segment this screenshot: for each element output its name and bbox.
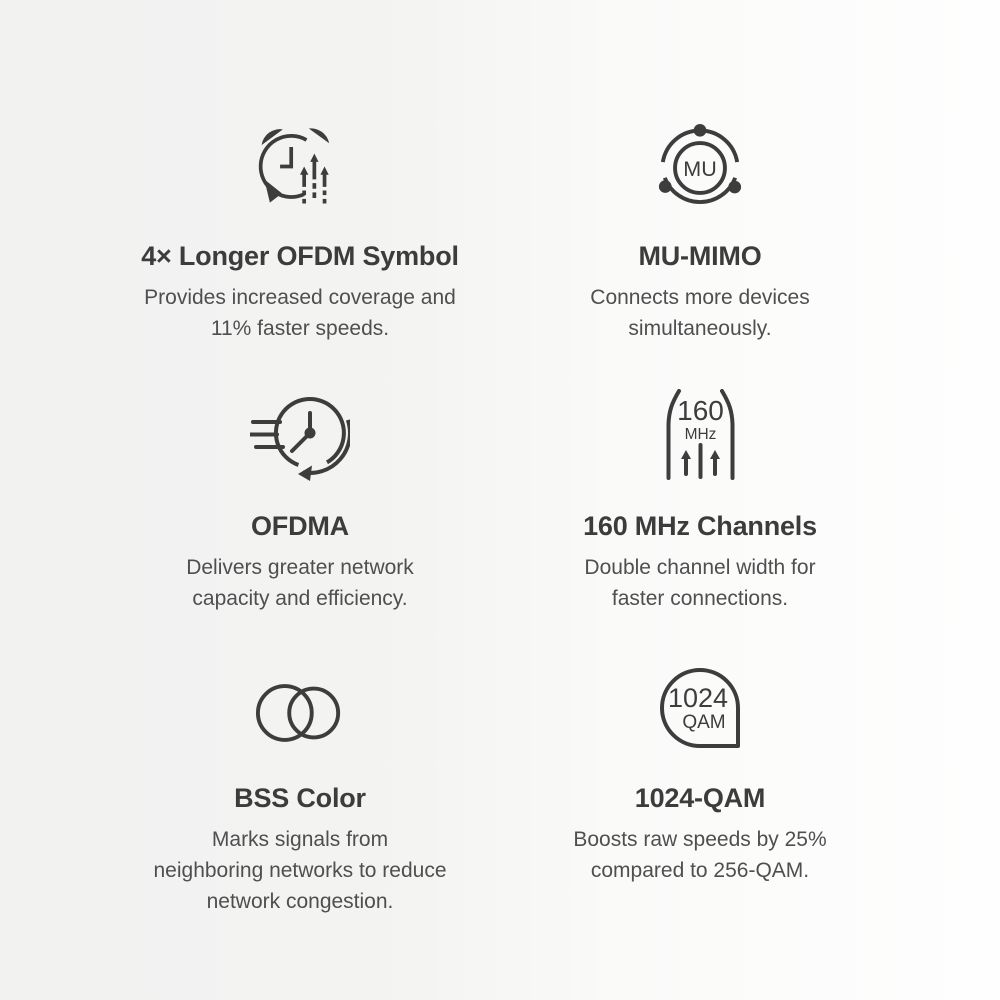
feature-card-ofdma <box>100 390 500 662</box>
feature-title: BSS Color <box>234 783 366 813</box>
qam-icon-value: 1024 <box>667 683 729 713</box>
feature-title: MU-MIMO <box>638 241 762 271</box>
feature-title: 1024-QAM <box>634 783 766 813</box>
feature-description: Provides increased coverage and 11% faster speeds. <box>144 286 456 340</box>
feature-card-bss-color <box>100 662 500 1000</box>
mu-orbit-icon <box>655 120 745 212</box>
feature-description: Connects more devices simultaneously. <box>590 286 810 340</box>
overlapping-circles-icon <box>255 662 345 754</box>
mu-icon-label: MU <box>683 156 717 181</box>
feature-card-mu-mimo <box>500 120 900 390</box>
160-icon-value: 160 <box>676 395 724 426</box>
feature-card-1024-qam <box>500 662 900 1000</box>
feature-description: Delivers greater network capacity and efficiency. <box>186 556 414 610</box>
160-mhz-channel-icon <box>653 390 748 482</box>
feature-title: 4× Longer OFDM Symbol <box>141 241 459 271</box>
qam-icon-unit: QAM <box>682 712 726 733</box>
feature-description: Marks signals from neighboring networks to reduce network congestion. <box>153 828 447 913</box>
160-icon-unit: MHz <box>684 426 716 443</box>
feature-description: Boosts raw speeds by 25% compared to 256-QAM. <box>573 828 827 882</box>
feature-title: OFDMA <box>251 511 349 541</box>
speed-clock-arrow-icon <box>250 390 350 482</box>
feature-card-160mhz <box>500 390 900 662</box>
feature-card-ofdm-symbol <box>100 120 500 390</box>
qam-badge-icon <box>654 662 746 754</box>
alarm-clock-rising-arrows-icon <box>256 120 344 212</box>
feature-description: Double channel width for faster connections. <box>584 556 816 610</box>
feature-title: 160 MHz Channels <box>583 511 817 541</box>
